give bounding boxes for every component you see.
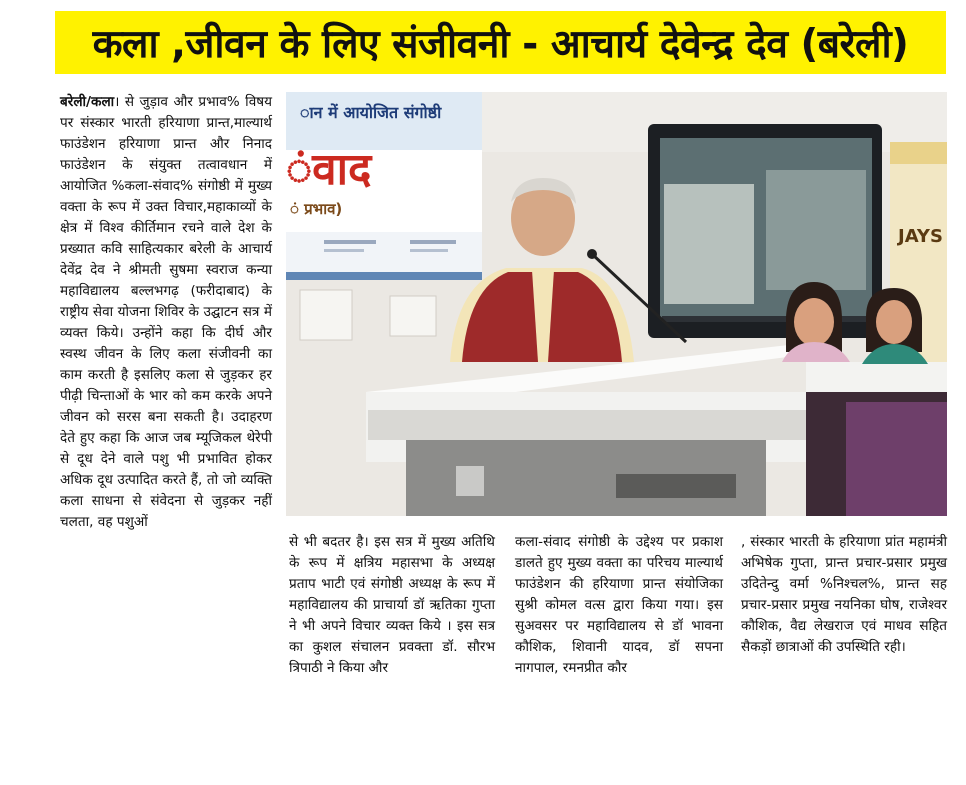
- column-4-text: , संस्कार भारती के हरियाणा प्रांत महामंत्री अभिषेक गुप्ता, प्रान्त प्रचार-प्रसार प्रमुख उदितेन्दु वर्मा %निश्चल%, प्रान्त सह प्रचार-प्रसार प्रमुख नयनिका घोष, राजेश्वर कौशिक, वैद्य लेखराज एवं माधव सहित सैकड़ों छात्राओं की उपस्थिति रही।: [741, 534, 947, 655]
- dateline: बरेली/कला: [60, 94, 115, 110]
- column-3-text: कला-संवाद संगोष्ठी के उद्देश्य पर प्रकाश डालते हुए मुख्य वक्ता का परिचय माल्यार्थ फाउंडेशन की हरियाणा प्रान्त संयोजिका सुश्री कोमल वत्स द्वारा किया गया। इस सुअवसर पर महाविद्यालय से डॉ भावना कौशिक, शिवानी यादव, डॉ सपना नागपाल, रमनप्रीत कौर: [515, 534, 723, 676]
- wall-sign: JAYS: [898, 226, 943, 247]
- display-screen: [648, 124, 882, 338]
- banner-line-1: ान में आयोजित संगोष्ठी: [300, 103, 442, 122]
- article-column-1: [60, 92, 272, 533]
- banner-line-2: ंवाद: [286, 144, 372, 195]
- column-2-text: से भी बदतर है। इस सत्र में मुख्य अतिथि के रूप में क्षत्रिय महासभा के अध्यक्ष प्रताप भाटी एवं संगोष्ठी अध्यक्ष के रूप में महाविद्यालय की प्राचार्या डॉ ऋतिका गुप्ता ने भी अपने विचार व्यक्त किये । इस सत्र का कुशल संचालन प्रवक्ता डॉ. सौरभ त्रिपाठी ने किया और: [289, 534, 495, 676]
- event-photo: [286, 92, 947, 516]
- column-1-text: । से जुड़ाव और प्रभाव% विषय पर संस्कार भारती हरियाणा प्रान्त,माल्यार्थ फाउंडेशन हरियाणा प्रान्त और निनाद फाउंडेशन के संयुक्त तत्वावधान में आयोजित %कला-संवाद% संगोष्ठी में मुख्य वक्ता के रूप में उक्त विचार,महाकाव्यों के क्षेत्र में विश्व कीर्तिमान रचने वाले देश के प्रख्यात कवि साहित्यकार बरेली के आचार्य देवेंद्र देव ने श्रीमती सुषमा स्वराज कन्या महाविद्यालय बल्लभगढ़ (फरीदाबाद) के राष्ट्रीय सेवा योजना शिविर के उद्घाटन सत्र में व्यक्त किये। उन्होंने कहा कि दीर्घ और स्वस्थ जीवन के लिए कला संजीवनी का काम करती है इसलिए कला से जुड़कर हर पीढ़ी चिन्ताओं के भार को कम करके अपने जीवन को सरस बना सकती है। उदाहरण देते हुए कहा कि आज जब म्यूजिकल थेरेपी से दूध देने वाले पशु भी प्रभावित होकर अधिक दूध उत्पादित करते हैं, तो जो व्यक्ति कला साधना से संवेदना से जुड़कर नहीं चलता, वह पशुओं: [60, 94, 272, 530]
- article-column-4: [741, 532, 947, 658]
- article-column-2: [289, 532, 495, 679]
- banner: [286, 92, 482, 280]
- headline-banner: [55, 11, 946, 74]
- banner-line-3: ं प्रभाव): [290, 200, 343, 218]
- headline-title: कला ,जीवन के लिए संजीवनी - आचार्य देवेन्द्र देव (बरेली): [92, 22, 909, 67]
- article-column-3: [515, 532, 723, 679]
